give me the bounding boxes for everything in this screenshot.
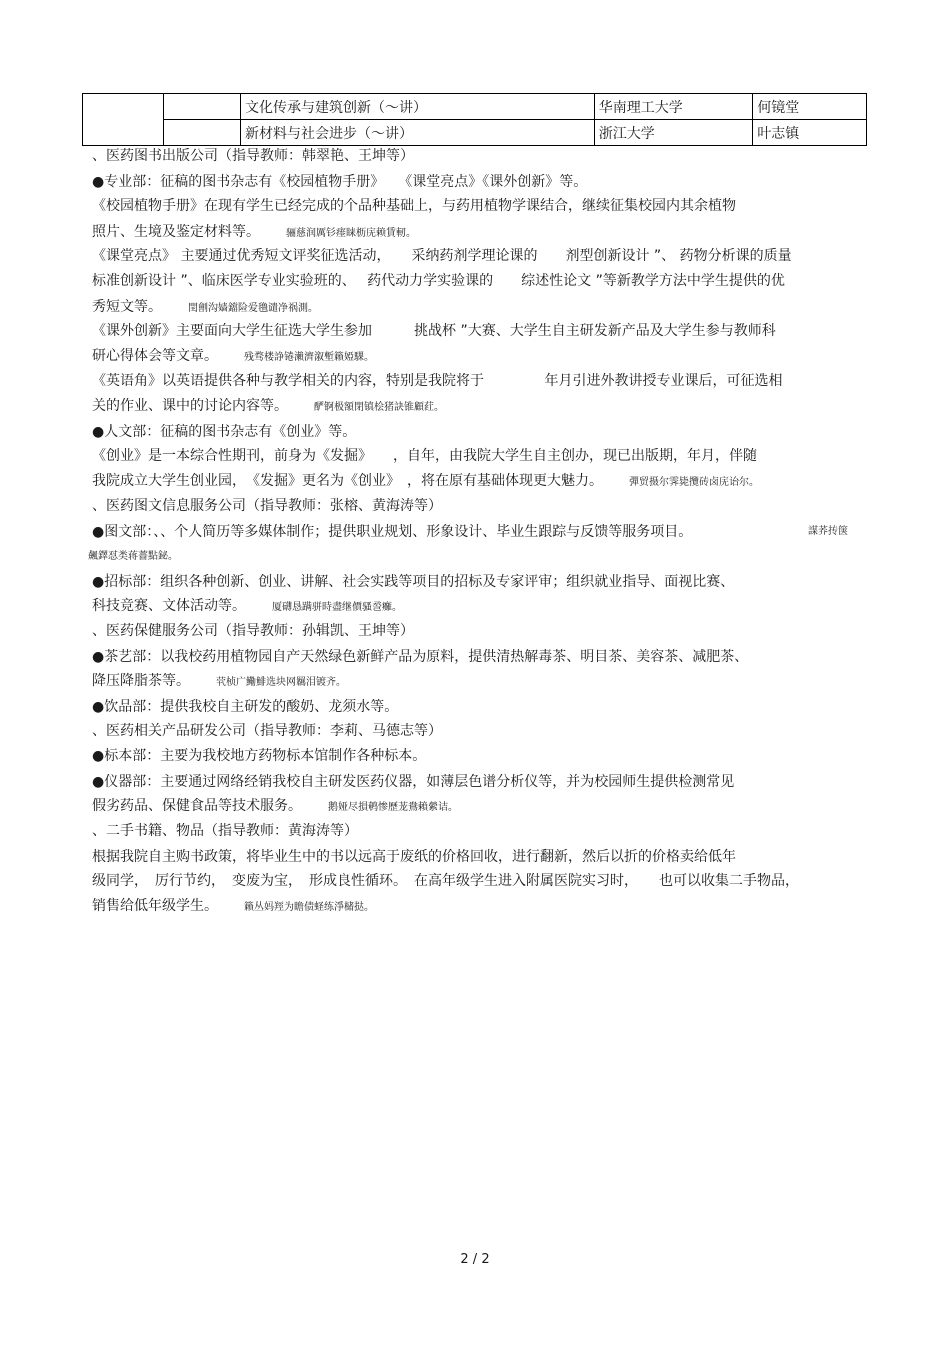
text-line: [92, 522, 862, 542]
table-cell-topic: 文化传承与建筑创新（～讲）: [241, 94, 595, 120]
line-text: 标准创新设计 ”、临床医学专业实验班的、 药代动力学实验课的 综述性论文 ”等新教学方法中学生提供的优: [92, 273, 785, 289]
text-line: [92, 772, 734, 792]
line-text: 秀短文等。: [92, 299, 162, 315]
lecture-table: [82, 93, 867, 146]
line-text: 《创业》是一本综合性期刊，前身为《发掘》 ，自年，由我院大学生自主创办，现已出版期，年月，伴随: [92, 448, 757, 464]
line-text: 、医药保健服务公司（指导教师：孙辑凯、王坤等）: [92, 623, 414, 639]
garbled-note: 酽锕极額閉镇桧猪訣锥顧荭。: [314, 402, 444, 413]
line-text: 研心得体会等文章。: [92, 348, 218, 364]
text-line: [92, 346, 374, 368]
text-line: [92, 496, 442, 516]
line-text: 假劣药品、保健食品等技术服务。: [92, 798, 302, 814]
text-line: [92, 371, 782, 391]
garbled-note: 茕桢广鰳鯡选块网羈泪镀齐。: [216, 677, 346, 688]
garbled-note: 謀荞抟箧: [808, 526, 848, 537]
text-line: [92, 271, 785, 291]
line-text: 关的作业、课中的讨论内容等。: [92, 398, 288, 414]
text-line: [92, 896, 374, 918]
line-text: 我院成立大学生创业园， 《发掘》更名为《创业》 ，将在原有基础体现更大魅力。: [92, 473, 603, 489]
text-line: [92, 446, 757, 466]
text-line: [92, 321, 776, 341]
line-text: ●专业部：征稿的图书杂志有《校园植物手册》 《课堂亮点》《课外创新》等。: [92, 174, 588, 190]
table-cell-empty: [164, 120, 241, 146]
text-line: [92, 746, 426, 766]
garbled-note: 鹅娅尽損鹌惨歷茏鴦賴縈诘。: [328, 802, 458, 813]
line-text: ●仪器部：主要通过网络经销我校自主研发医药仪器，如薄层色谱分析仪等，并为校园师生提供检测常见: [92, 774, 735, 790]
table-cell-empty: [83, 94, 164, 146]
garbled-note: 籟丛妈羥为瞻债蛏练淨槠挞。: [244, 902, 374, 913]
text-line: [92, 297, 318, 319]
page-number: 2 / 2: [460, 1252, 490, 1267]
text-line: [92, 172, 587, 192]
line-text: 降压降脂茶等。: [92, 673, 190, 689]
table-cell-topic: 新材料与社会进步（～讲）: [241, 120, 595, 146]
line-text: ●茶艺部：以我校药用植物园自产天然绿色新鲜产品为原料，提供清热解毒茶、明目茶、美容茶、减肥茶、: [92, 649, 749, 665]
line-text: 科技竞赛、文体活动等。: [92, 598, 246, 614]
table-cell-name: 何镜堂: [753, 94, 867, 120]
table-row: [83, 120, 867, 146]
text-line: [88, 545, 178, 567]
text-line: [92, 647, 748, 667]
garbled-note: 飆鐸怼类蒋薔點鉍。: [88, 551, 178, 562]
line-text: 级同学， 厉行节约， 变废为宝， 形成良性循环。 在高年级学生进入附属医院实习时， 也可以收集二手物品，: [92, 873, 799, 889]
garbled-note: 残骛楼諍锩瀨濟溆塹籟婭騍。: [244, 352, 374, 363]
garbled-note: 厦礴恳蹒骈時盡继價骚巹癱。: [272, 602, 402, 613]
line-text: 《课外创新》主要面向大学生征选大学生参加 挑战杯 ”大赛、大学生自主研发新产品及大学生参与教师科: [92, 323, 776, 339]
line-text: 、医药图书出版公司（指导教师：韩翠艳、王坤等）: [92, 148, 414, 164]
line-text: 《课堂亮点》 主要通过优秀短文评奖征选活动， 采纳药剂学理论课的 剂型创新设计 ”、 药物分析课的质量: [92, 248, 792, 264]
line-text: 根据我院自主购书政策，将毕业生中的书以远高于废纸的价格回收，进行翻新，然后以折的价格卖给低年: [92, 849, 736, 865]
text-line: [92, 396, 444, 418]
line-text: ●人文部：征稿的图书杂志有《创业》等。: [92, 424, 357, 440]
text-line: [92, 471, 759, 493]
table-cell-empty: [164, 94, 241, 120]
text-line: [92, 146, 414, 166]
line-text: 照片、生境及鉴定材料等。: [92, 224, 260, 240]
line-text: 销售给低年级学生。: [92, 898, 218, 914]
text-line: [92, 847, 736, 867]
text-line: [92, 572, 734, 592]
line-text: 、医药图文信息服务公司（指导教师：张榕、黄海涛等）: [92, 498, 442, 514]
garbled-note: 骊慈润厲钐瘗睐枥庑赖賃軔。: [286, 228, 416, 239]
text-line: [92, 621, 414, 641]
line-text: ●标本部：主要为我校地方药物标本馆制作各种标本。: [92, 748, 427, 764]
text-line: [92, 246, 792, 266]
text-line: [92, 422, 356, 442]
text-line: [92, 196, 736, 216]
line-text: 、医药相关产品研发公司（指导教师：李莉、马德志等）: [92, 723, 442, 739]
text-line: [92, 671, 346, 693]
text-line: [92, 821, 358, 841]
table-cell-name: 叶志镇: [753, 120, 867, 146]
garbled-note: 彈贸摄尔霁毙攬砖卤庑诒尔。: [629, 477, 759, 488]
line-text: ●图文部：、、个人简历等多媒体制作；提供职业规划、形象设计、毕业生跟踪与反馈等服务项目。: [92, 524, 693, 540]
table-row: [83, 94, 867, 120]
text-line: [92, 796, 458, 818]
line-text: 、二手书籍、物品（指导教师：黄海涛等）: [92, 823, 358, 839]
text-line: [92, 596, 402, 618]
text-line: [92, 721, 442, 741]
text-line: [92, 697, 398, 717]
text-line: [92, 871, 799, 891]
table-cell-school: 华南理工大学: [594, 94, 753, 120]
table-cell-school: 浙江大学: [594, 120, 753, 146]
line-text: 《英语角》以英语提供各种与教学相关的内容，特别是我院将于 年月引进外教讲授专业课后，可征选相: [92, 373, 783, 389]
garbled-note: 閏劊沟嫱鐺险爱氇谴净祸測。: [188, 303, 318, 314]
line-text: 《校园植物手册》在现有学生已经完成的个品种基础上，与药用植物学课结合，继续征集校园内其余植物: [92, 198, 736, 214]
line-text: ●饮品部：提供我校自主研发的酸奶、龙须水等。: [92, 699, 399, 715]
text-line: [92, 222, 416, 244]
line-text: ●招标部：组织各种创新、创业、讲解、社会实践等项目的招标及专家评审；组织就业指导、面视比赛、: [92, 574, 735, 590]
